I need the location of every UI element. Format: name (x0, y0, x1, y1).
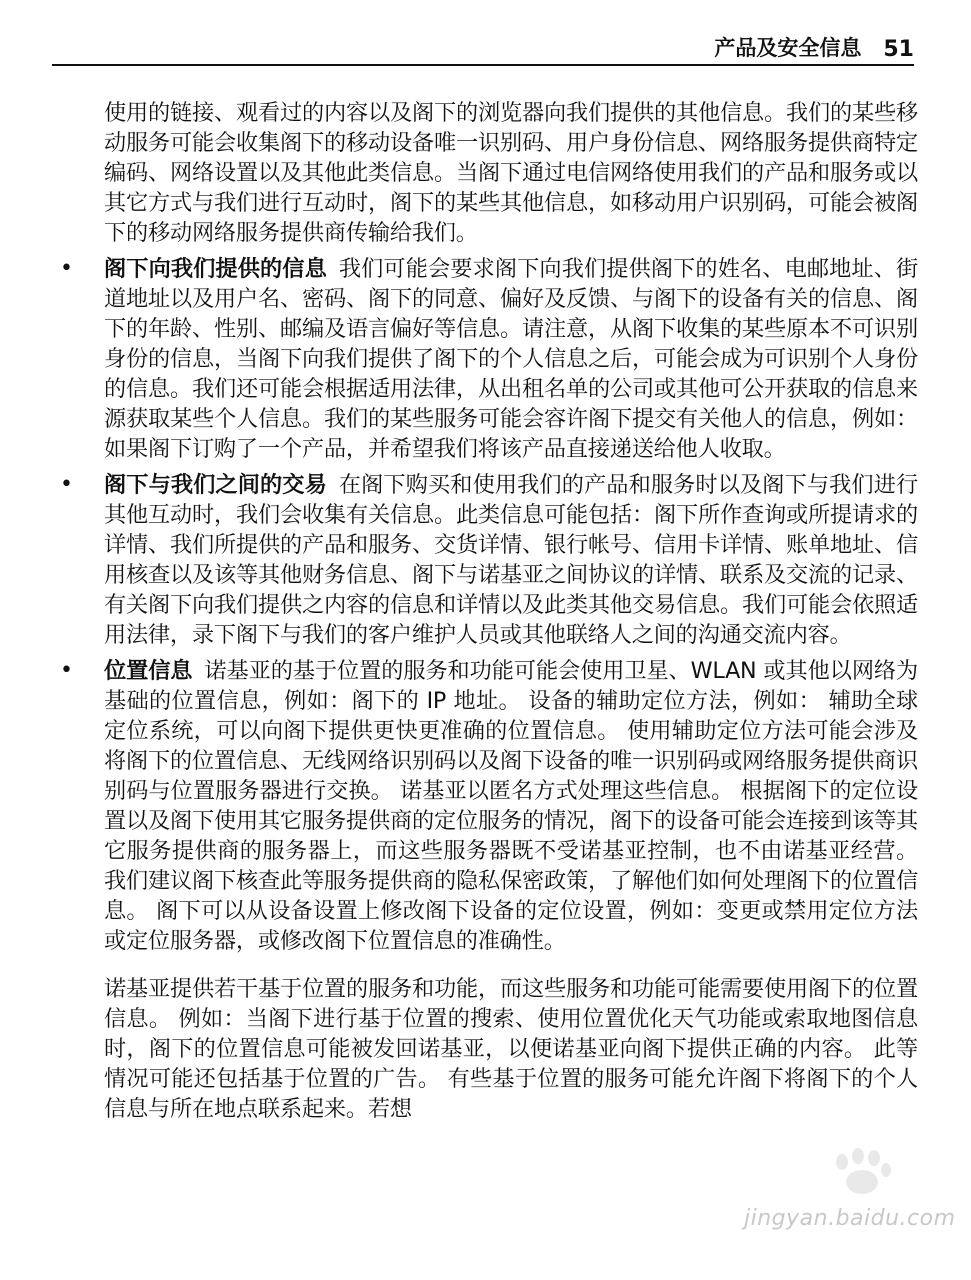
baidu-paw-icon (812, 1142, 912, 1202)
header-title: 产品及安全信息 (714, 36, 862, 60)
closing-paragraph: 诺基亚提供若干基于位置的服务和功能，而这些服务和功能可能需要使用阁下的位置信息。 例如：当阁下进行基于位置的搜索、使用位置优化天气功能或索取地图信息时，阁下的位置信息可能被发回诺基亚，以便诺基亚向阁下提供正确的内容。 此等情况可能还包括基于位置的广告。 有些基于位置的服务可能允许阁下将阁下的个人信息与所在地点联系起来。若想 (104, 976, 918, 1122)
bullet-heading: 阁下向我们提供的信息 (104, 256, 327, 282)
bullet-heading: 阁下与我们之间的交易 (104, 472, 327, 498)
page-number: 51 (883, 37, 914, 62)
bullet-heading: 位置信息 (104, 658, 193, 684)
bullet-list (104, 254, 918, 956)
list-item (104, 470, 918, 650)
list-item (104, 254, 918, 464)
intro-paragraph: 使用的链接、观看过的内容以及阁下的浏览器向我们提供的其他信息。我们的某些移动服务可能会收集阁下的移动设备唯一识别码、用户身份信息、网络服务提供商特定编码、网络设置以及其他此类信息。当阁下通过电信网络使用我们的产品和服务或以其它方式与我们进行互动时，阁下的某些其他信息，如移动用户识别码，可能会被阁下的移动网络服务提供商传输给我们。 (104, 100, 918, 246)
page-header (52, 30, 914, 66)
list-item (104, 656, 918, 956)
bullet-text: 在阁下购买和使用我们的产品和服务时以及阁下与我们进行其他互动时，我们会收集有关信息。此类信息可能包括：阁下所作查询或所提请求的详情、我们所提供的产品和服务、交货详情、银行帐号、信用卡详情、账单地址、信用核查以及该等其他财务信息、阁下与诺基亚之间协议的详情、联系及交流的记录、有关阁下向我们提供之内容的信息和详情以及此类其他交易信息。我们可能会依照适用法律，录下阁下与我们的客户维护人员或其他联络人之间的沟通交流内容。 (104, 472, 918, 648)
bullet-text: 诺基亚的基于位置的服务和功能可能会使用卫星、WLAN 或其他以网络为基础的位置信息，例如：阁下的 IP 地址。 设备的辅助定位方法，例如： 辅助全球定位系统，可以向阁下提供更快更准确的位置信息。 使用辅助定位方法可能会涉及将阁下的位置信息、无线网络识别码以及阁下设备的唯一识别码或网络服务提供商识别码与位置服务器进行交换。 诺基亚以匿名方式处理这些信息。 根据阁下的定位设置以及阁下使用其它服务提供商的定位服务的情况，阁下的设备可能会连接到该等其它服务提供商的服务器上，而这些服务器既不受诺基亚控制，也不由诺基亚经营。 我们建议阁下核查此等服务提供商的隐私保密政策，了解他们如何处理阁下的位置信息。 阁下可以从设备设置上修改阁下设备的定位设置，例如：变更或禁用定位方法或定位服务器，或修改阁下位置信息的准确性。 (104, 658, 919, 954)
watermark-text: jingyan.baidu.com (744, 1206, 956, 1231)
bullet-text: 我们可能会要求阁下向我们提供阁下的姓名、电邮地址、街道地址以及用户名、密码、阁下的同意、偏好及反馈、与阁下的设备有关的信息、阁下的年龄、性别、邮编及语言偏好等信息。请注意，从阁下收集的某些原本不可识别身份的信息，当阁下向我们提供了阁下的个人信息之后，可能会成为可识别个人身份的信息。我们还可能会根据适用法律，从出租名单的公司或其他可公开获取的信息来源获取某些个人信息。我们的某些服务可能会容许阁下提交有关他人的信息，例如：如果阁下订购了一个产品，并希望我们将该产品直接递送给他人收取。 (104, 256, 918, 462)
document-body (104, 98, 918, 1124)
